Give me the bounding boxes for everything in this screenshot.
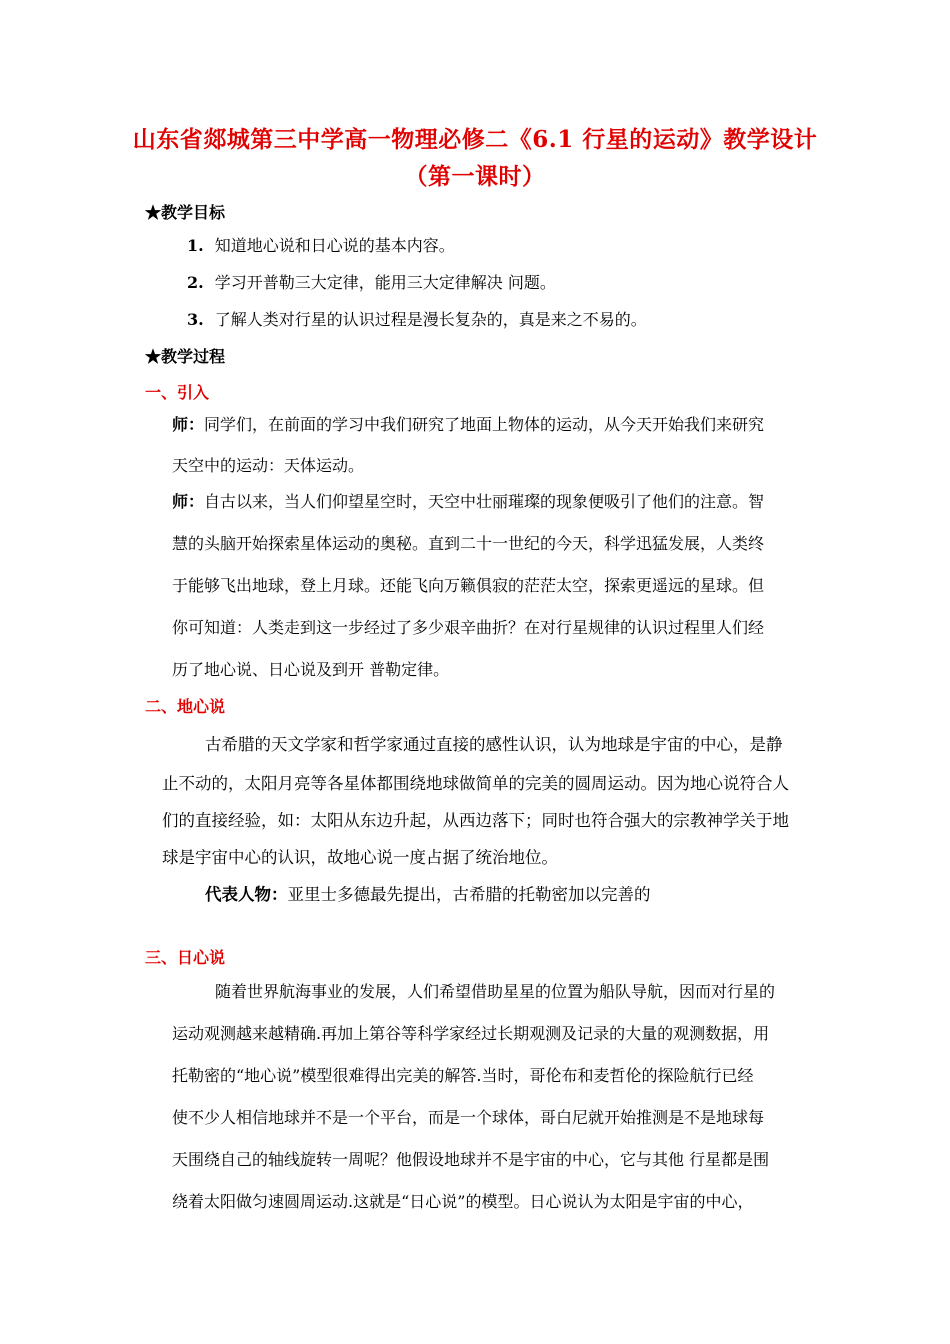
representative-label: 代表人物： [205, 885, 288, 904]
paragraph-line: 自古以来，当人们仰望星空时，天空中壮丽璀璨的现象便吸引了他们的注意。智 [204, 492, 765, 511]
paragraph [172, 484, 764, 520]
paragraph-line: 运动观测越来越精确.再加上第谷等科学家经过长期观测及记录的大量的观测数据，用 [172, 1024, 770, 1043]
paragraph-line: 止不动的，太阳月亮等各星体都围绕地球做简单的完美的圆周运动。因为地心说符合人 [162, 774, 789, 793]
paragraph-line: 同学们，在前面的学习中我们研究了地面上物体的运动，从今天开始我们来研究 [204, 415, 765, 434]
list-item [187, 302, 647, 338]
item-number: 2. [187, 273, 204, 292]
item-text: 学习开普勒三大定律，能用三大定律解决 问题。 [214, 273, 556, 292]
item-text: 了解人类对行星的认识过程是漫长复杂的，真是来之不易的。 [214, 310, 647, 329]
paragraph-line: 球是宇宙中心的认识，故地心说一度占据了统治地位。 [162, 848, 558, 867]
paragraph-line: 天围绕自己的轴线旋转一周呢？他假设地球并不是宇宙的中心，它与其他 行星都是围 [172, 1150, 770, 1169]
representative-text: 亚里士多德最先提出，古希腊的托勒密加以完善的 [287, 885, 651, 904]
item-number: 3. [187, 310, 204, 329]
paragraph-line: 随着世界航海事业的发展，人们希望借助星星的位置为船队导航，因而对行星的 [215, 982, 776, 1001]
paragraph-line: 于能够飞出地球，登上月球。还能飞向万籁俱寂的茫茫太空，探索更遥远的星球。但 [172, 576, 765, 595]
paragraph-line: 历了地心说、日心说及到开 普勒定律。 [172, 660, 450, 679]
document-title: 山东省郯城第三中学高一物理必修二《6.1 行星的运动》教学设计 [132, 126, 818, 153]
list-item [187, 228, 455, 264]
item-number: 1. [187, 236, 204, 255]
document-subtitle: （第一课时） [404, 163, 546, 190]
paragraph-line: 古希腊的天文学家和哲学家通过直接的感性认识，认为地球是宇宙的中心，是静 [205, 735, 783, 754]
speaker-label: 师： [172, 492, 205, 511]
speaker-label: 师： [172, 415, 205, 434]
paragraph-line: 使不少人相信地球并不是一个平台，而是一个球体，哥白尼就开始推测是不是地球每 [172, 1108, 765, 1127]
section-heading-intro: 一、引入 [145, 383, 210, 402]
section-heading-geocentric: 二、地心说 [145, 697, 226, 716]
paragraph-line: 慧的头脑开始探索星体运动的奥秘。直到二十一世纪的今天，科学迅猛发展，人类终 [172, 534, 765, 553]
paragraph-line: 们的直接经验，如：太阳从东边升起，从西边落下；同时也符合强大的宗教神学关于地 [162, 811, 789, 830]
paragraph-line: 托勒密的“地心说”模型很难得出完美的解答.当时，哥伦布和麦哲伦的探险航行已经 [172, 1066, 754, 1085]
section-heading-heliocentric: 三、日心说 [145, 948, 226, 967]
paragraph-line: 天空中的运动：天体运动。 [172, 456, 365, 475]
representative-line [205, 877, 651, 913]
paragraph [172, 407, 764, 443]
process-heading: ★教学过程 [145, 347, 226, 366]
item-text: 知道地心说和日心说的基本内容。 [214, 236, 455, 255]
objectives-heading: ★教学目标 [145, 203, 226, 222]
paragraph-line: 你可知道：人类走到这一步经过了多少艰辛曲折？在对行星规律的认识过程里人们经 [172, 618, 765, 637]
paragraph-line: 绕着太阳做匀速圆周运动.这就是“日心说”的模型。日心说认为太阳是宇宙的中心， [172, 1192, 754, 1211]
list-item [187, 265, 556, 301]
